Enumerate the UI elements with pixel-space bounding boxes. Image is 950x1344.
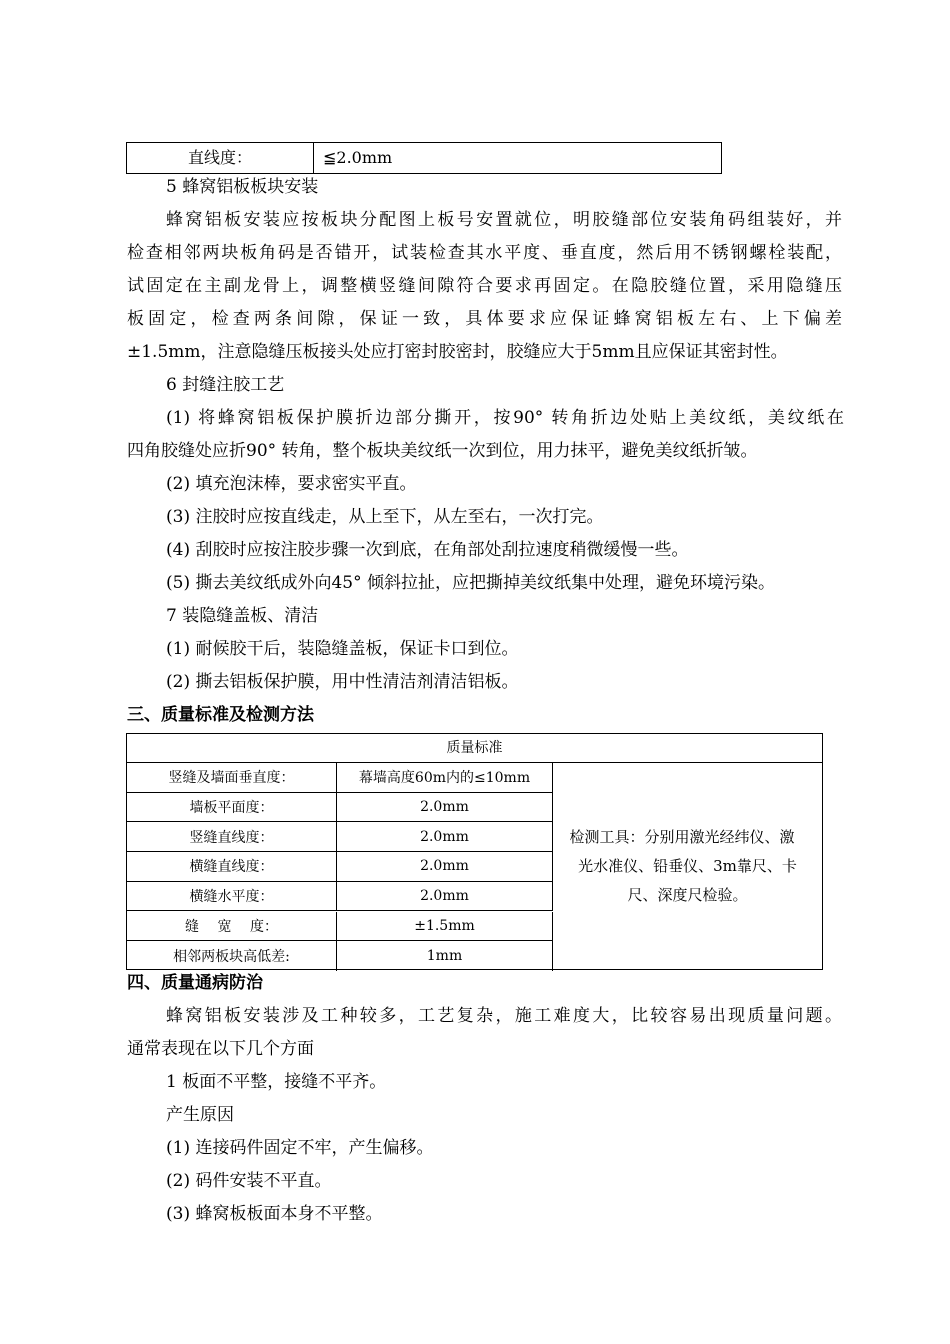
row-label: 竖缝及墙面垂直度： — [127, 763, 337, 792]
section-5-line-1: 蜂窝铝板安装应按板块分配图上板号安置就位，明胶缝部位安装角码组装好，并 — [166, 210, 842, 230]
section-6-item-2: (2) 填充泡沫棒，要求密实平直。 — [166, 474, 417, 494]
inspection-tools-line-3: 尺、深度尺检验。 — [627, 885, 748, 904]
row-label: 相邻两板块高低差: — [127, 941, 337, 971]
heading-common-defects: 四、质量通病防治 — [127, 973, 263, 993]
section-5-title: 5 蜂窝铝板板块安装 — [166, 177, 319, 197]
section-6-item-1b: 四角胶缝处应折90° 转角，整个板块美纹纸一次到位，用力抹平，避免美纹纸折皱。 — [127, 441, 758, 461]
defect-1-cause-title: 产生原因 — [166, 1105, 234, 1125]
quality-standards-table — [126, 733, 823, 970]
table-row — [127, 912, 553, 942]
quality-table-header: 质量标准 — [127, 734, 822, 763]
table-row — [127, 882, 553, 912]
linearity-table — [126, 142, 722, 174]
row-value: ±1.5mm — [337, 912, 553, 941]
table-row — [127, 763, 553, 793]
common-defects-para-1: 蜂窝铝板安装涉及工种较多，工艺复杂，施工难度大，比较容易出现质量问题。 — [166, 1006, 842, 1026]
row-value: 2.0mm — [337, 852, 553, 881]
section-5-line-5: ±1.5mm，注意隐缝压板接头处应打密封胶密封，胶缝应大于5mm且应保证其密封性。 — [127, 342, 788, 362]
table-row — [127, 822, 553, 852]
table-row — [127, 852, 553, 882]
section-7-item-2: (2) 撕去铝板保护膜，用中性清洁剂清洁铝板。 — [166, 672, 519, 692]
inspection-tools-line-1: 检测工具：分别用激光经纬仪、激 — [569, 827, 795, 846]
row-value: 幕墙高度60m内的≤10mm — [337, 763, 553, 792]
inspection-tools-line-2: 光水准仪、铅垂仪、3m靠尺、卡 — [578, 856, 797, 875]
row-label: 横缝水平度： — [127, 882, 337, 911]
row-label: 竖缝直线度： — [127, 822, 337, 851]
section-5-line-2: 检查相邻两块板角码是否错开，试装检查其水平度、垂直度，然后用不锈钢螺栓装配， — [127, 243, 842, 263]
defect-1-cause-3: (3) 蜂窝板板面本身不平整。 — [166, 1204, 383, 1224]
defect-1-cause-2: (2) 码件安装不平直。 — [166, 1171, 332, 1191]
defect-1-title: 1 板面不平整，接缝不平齐。 — [166, 1072, 387, 1092]
section-6-title: 6 封缝注胶工艺 — [166, 375, 285, 395]
inspection-tools-cell — [553, 763, 822, 969]
table-row — [127, 793, 553, 823]
section-5-line-4: 板固定，检查两条间隙，保证一致，具体要求应保证蜂窝铝板左右、上下偏差 — [127, 309, 842, 329]
section-7-title: 7 装隐缝盖板、清洁 — [166, 606, 319, 626]
heading-quality-standards: 三、质量标准及检测方法 — [127, 705, 314, 725]
section-7-item-1: (1) 耐候胶干后，装隐缝盖板，保证卡口到位。 — [166, 639, 519, 659]
row-value: 2.0mm — [337, 793, 553, 822]
section-6-item-4: (4) 刮胶时应按注胶步骤一次到底，在角部处刮拉速度稍微缓慢一些。 — [166, 540, 689, 560]
row-label: 缝 宽 度： — [127, 912, 337, 941]
row-value: 1mm — [337, 941, 553, 971]
linearity-value: ≦2.0mm — [323, 148, 393, 167]
row-label: 墙板平面度： — [127, 793, 337, 822]
common-defects-para-2: 通常表现在以下几个方面 — [127, 1039, 314, 1059]
row-value: 2.0mm — [337, 822, 553, 851]
table-row — [127, 941, 553, 971]
section-6-item-5: (5) 撕去美纹纸成外向45° 倾斜拉扯，应把撕掉美纹纸集中处理，避免环境污染。 — [166, 573, 776, 593]
row-value: 2.0mm — [337, 882, 553, 911]
defect-1-cause-1: (1) 连接码件固定不牢，产生偏移。 — [166, 1138, 434, 1158]
section-5-line-3: 试固定在主副龙骨上，调整横竖缝间隙符合要求再固定。在隐胶缝位置，采用隐缝压 — [127, 276, 842, 296]
section-6-item-1a: (1) 将蜂窝铝板保护膜折边部分撕开，按90° 转角折边处贴上美纹纸，美纹纸在 — [166, 408, 844, 428]
row-label: 横缝直线度： — [127, 852, 337, 881]
section-6-item-3: (3) 注胶时应按直线走，从上至下，从左至右，一次打完。 — [166, 507, 604, 527]
linearity-label: 直线度： — [127, 143, 314, 173]
